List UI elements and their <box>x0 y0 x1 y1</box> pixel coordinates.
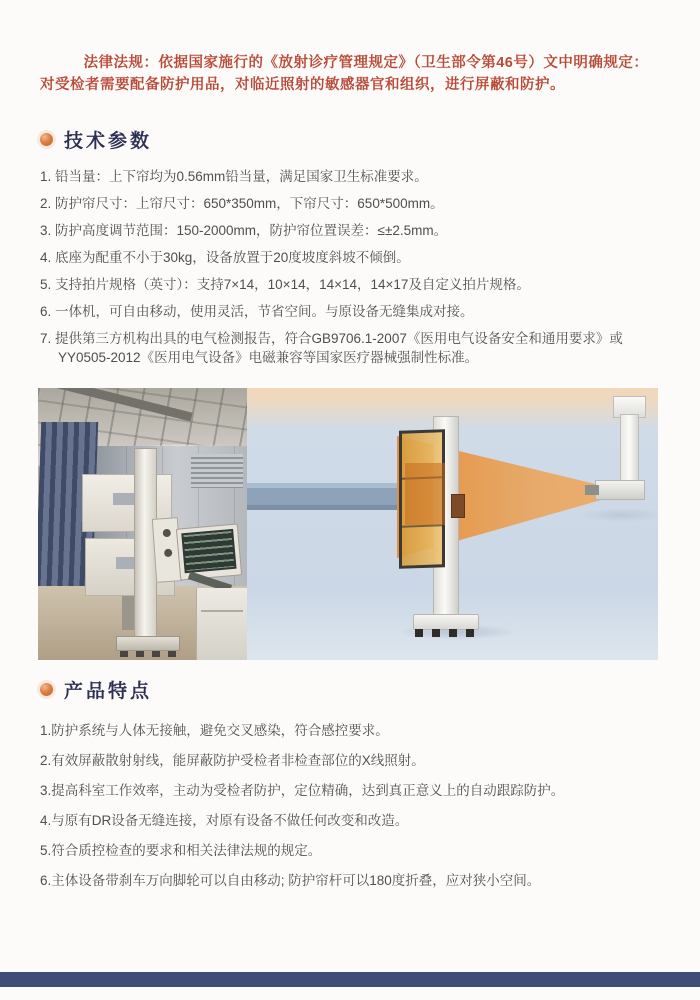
cabinet-pole <box>122 596 134 630</box>
tech-spec-list <box>40 168 668 367</box>
legal-notice: 法律法规：依据国家施行的《放射诊疗管理规定》（卫生部令第46号）文中明确规定：对受检者需要配备防护用品，对临近照射的敏感器官和组织，进行屏蔽和防护。 <box>40 55 649 93</box>
panel-sensor-box <box>451 494 465 518</box>
tech-spec-item: 5. 支持拍片规格（英寸）：支持7×14，10×14，14×14，14×17及自定义拍片规格。 <box>40 277 530 292</box>
tech-spec-item: 6. 一体机，可自由移动，使用灵活，节省空间。与原设备无缝集成对接。 <box>40 304 474 319</box>
stand-casters <box>415 629 477 637</box>
tube-head-arm <box>595 480 645 500</box>
tech-spec-item: 4. 底座为配重不小于30kg，设备放置于20度坡度斜坡不倾倒。 <box>40 250 410 265</box>
display-monitor <box>176 523 242 580</box>
footer-bar <box>0 972 700 987</box>
detector-arm <box>247 483 409 510</box>
feature-item: 4.与原有DR设备无缝连接，对原有设备不做任何改变和改造。 <box>40 813 409 828</box>
tech-spec-item: 7. 提供第三方机构出具的电气检测报告，符合GB9706.1-2007《医用电气设备安全和通用要求》或YY0505-2012《医用电气设备》电磁兼容等国家医疗器械强制性标准。 <box>40 331 623 365</box>
stand-base <box>413 614 479 630</box>
monitor-screen <box>181 529 236 573</box>
product-figure <box>38 388 658 660</box>
tech-spec-item: 3. 防护高度调节范围：150-2000mm，防护帘位置误差：≤±2.5mm。 <box>40 223 448 238</box>
wall-vent-grille <box>191 454 243 488</box>
tech-spec-item: 2. 防护帘尺寸：上帘尺寸：650*350mm，下帘尺寸：650*500mm。 <box>40 196 444 211</box>
feature-item: 5.符合质控检查的要求和相关法律法规的规定。 <box>40 843 322 858</box>
tech-spec-item: 1. 铅当量：上下帘均为0.56mm铅当量，满足国家卫生标准要求。 <box>40 169 428 184</box>
floor-shadow <box>577 508 658 522</box>
feature-item: 6.主体设备带刹车万向脚轮可以自由移动; 防护帘杆可以180度折叠，应对狭小空间。 <box>40 873 541 888</box>
section-bullet-icon <box>40 133 53 146</box>
feature-list <box>40 722 668 890</box>
equipment-room-photo <box>38 388 247 660</box>
device-base <box>116 636 180 651</box>
features-section-title: 产品特点 <box>64 681 153 702</box>
protection-system-render <box>247 388 658 660</box>
tech-section-header <box>40 126 700 153</box>
feature-item: 1.防护系统与人体无接触，避免交叉感染，符合感控要求。 <box>40 723 389 738</box>
tech-section-title: 技术参数 <box>64 131 153 152</box>
control-knob <box>164 549 173 558</box>
beam-through-panel <box>405 463 445 525</box>
feature-item: 2.有效屏蔽散射射线，能屏蔽防护受检者非检查部位的X线照射。 <box>40 753 425 768</box>
device-wheels <box>120 651 176 657</box>
feature-item: 3.提高科室工作效率，主动为受检者防护，定位精确，达到真正意义上的自动跟踪防护。 <box>40 783 565 798</box>
section-bullet-icon <box>40 683 53 696</box>
equipment-cart <box>196 588 247 660</box>
features-section-header <box>40 676 700 703</box>
control-knob <box>163 529 172 538</box>
collimator-tip <box>585 485 599 495</box>
